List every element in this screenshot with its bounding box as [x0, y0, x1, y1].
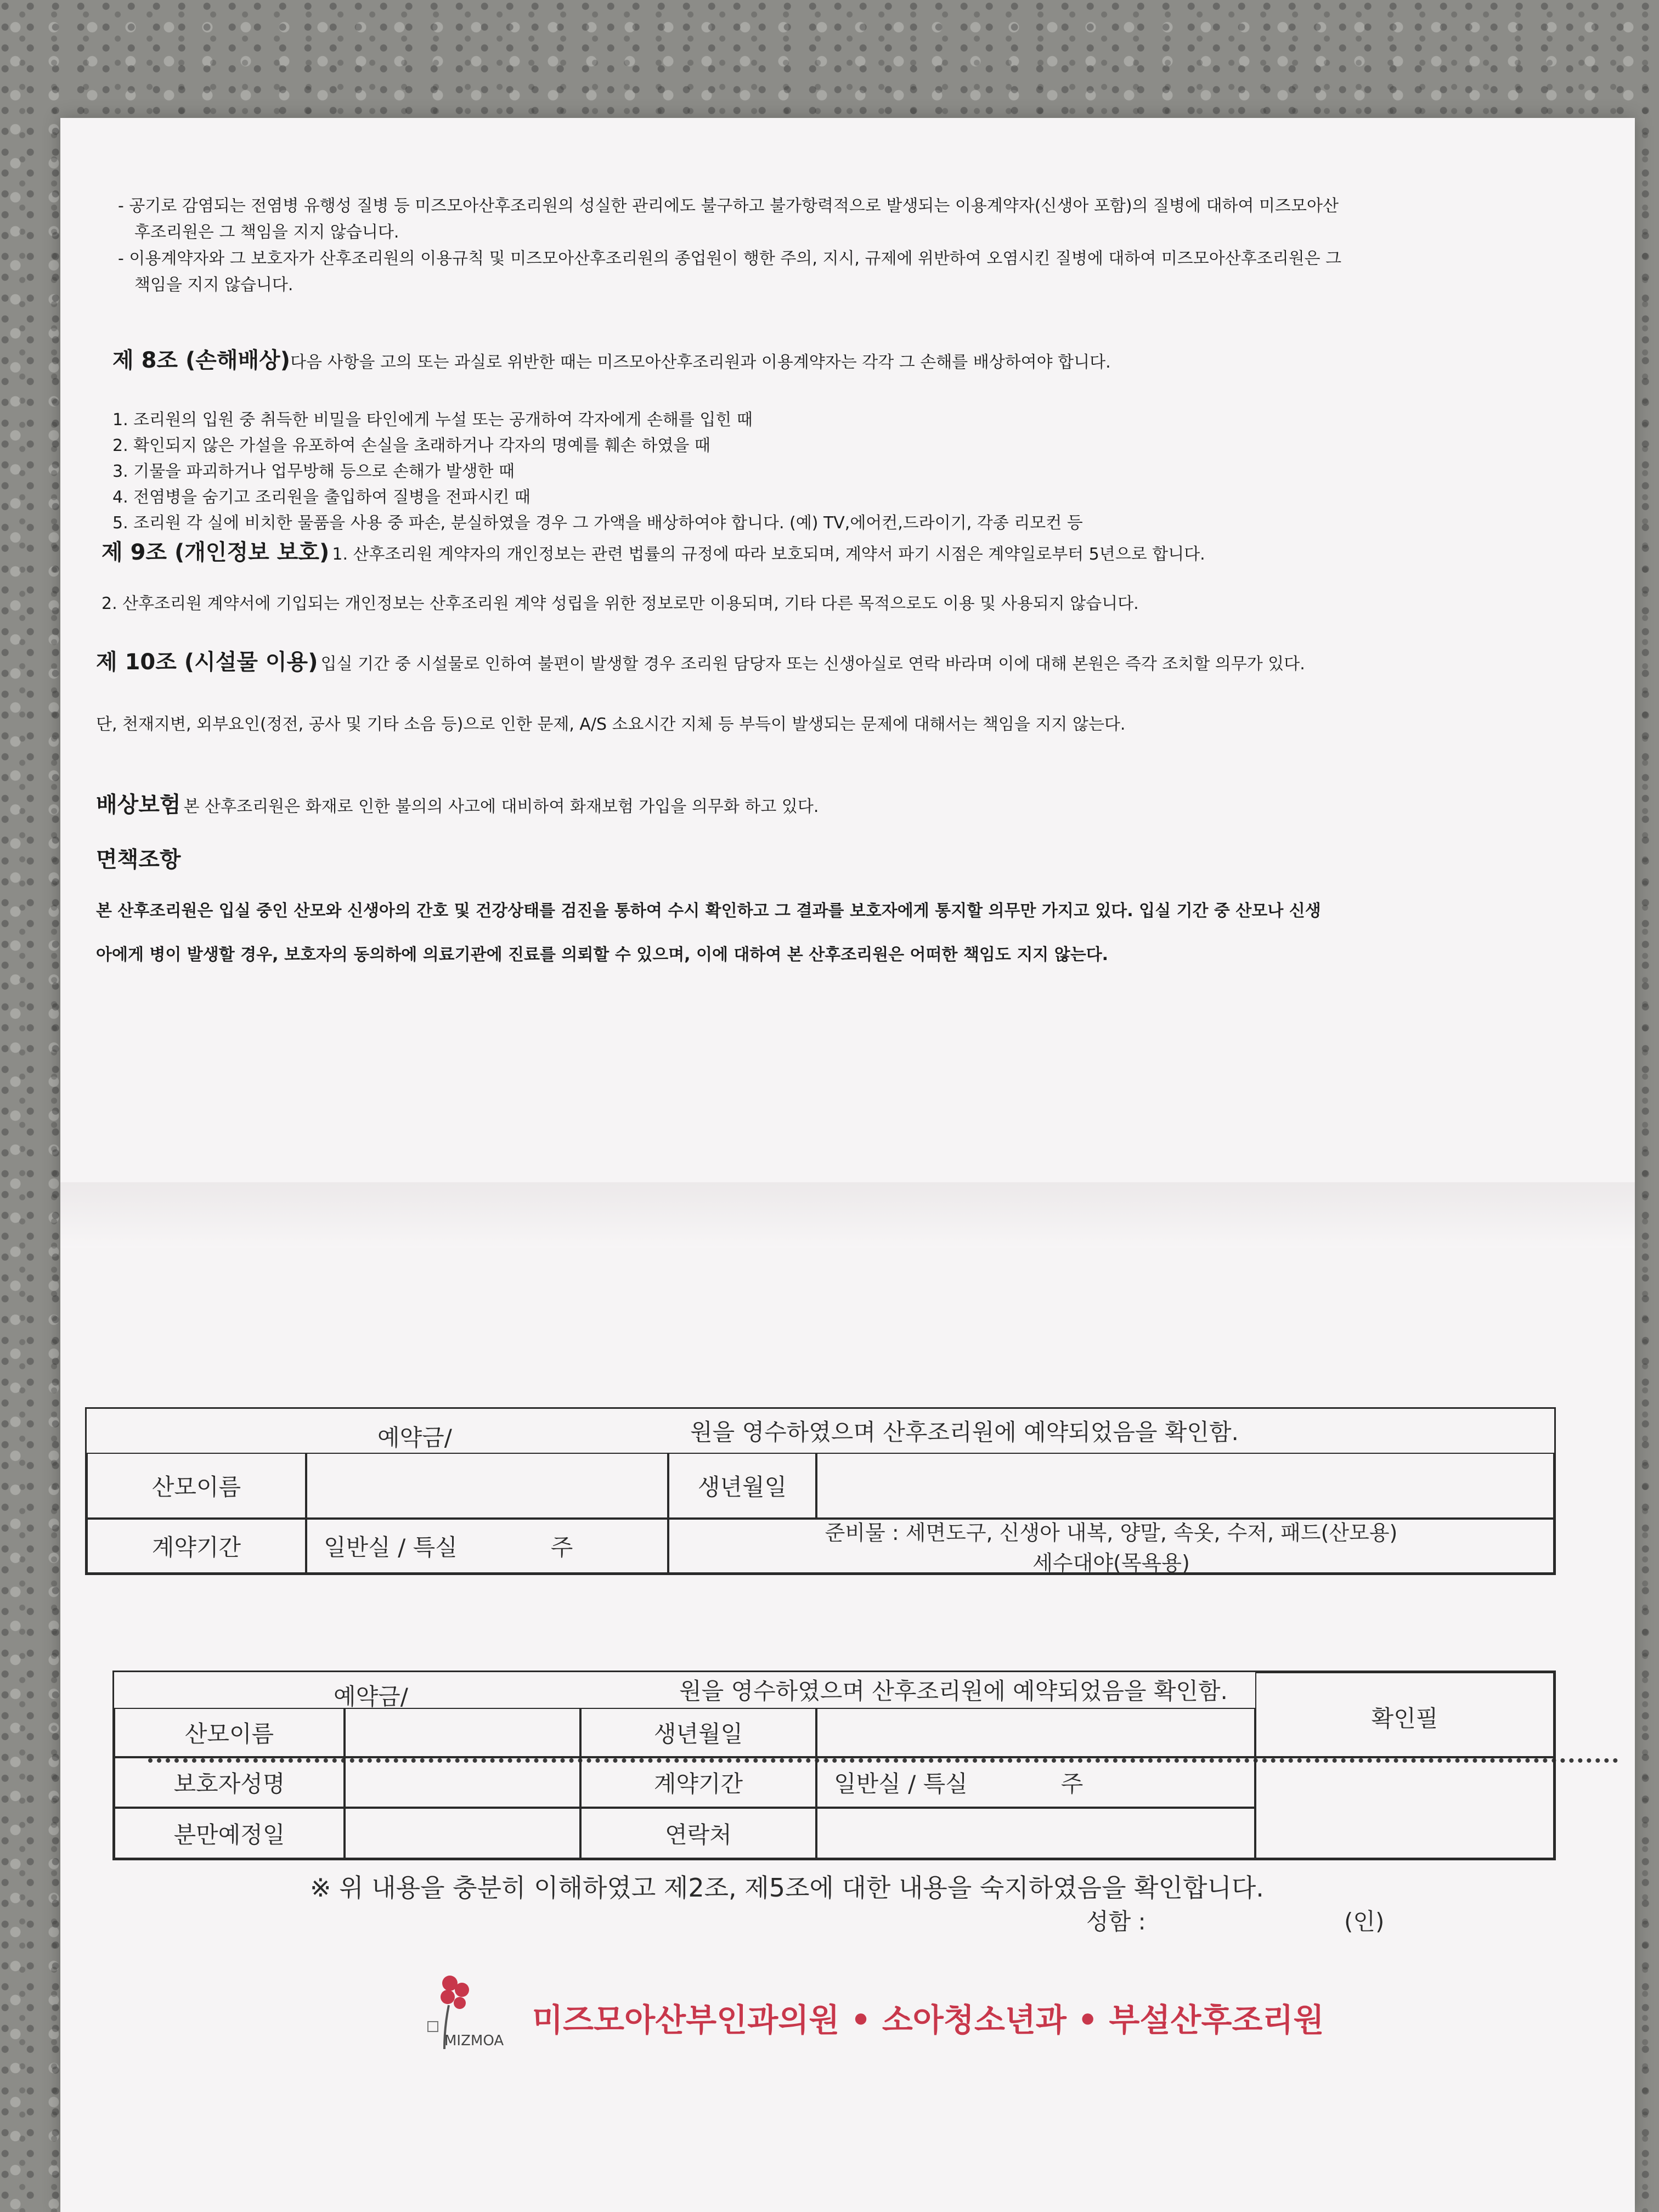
note-line-3: - 이용계약자와 그 보호자가 산후조리원의 이용규칙 및 미즈모아산후조리원의 종업원이 행한 주의, 지시, 규제에 위반하여 오염시킨 질병에 대하여 미즈모아산후조리원은 그	[118, 249, 1342, 268]
form2-contract-period-label: 계약기간	[580, 1757, 816, 1808]
article8-item-4: 4. 전염병을 숨기고 조리원을 출입하여 질병을 전파시킨 때	[112, 488, 531, 507]
article8-title: 제 8조 (손해배상)	[112, 348, 291, 373]
insurance-title: 배상보험	[96, 792, 181, 817]
form2-deposit-label: 예약금/	[334, 1683, 408, 1710]
article8-item-5: 5. 조리원 각 실에 비치한 물품을 사용 중 파손, 분실하였을 경우 그 가액을 배상하여야 합니다. (예) TV,에어컨,드라이기, 각종 리모컨 등	[112, 514, 1083, 533]
paper-fold	[60, 1182, 1635, 1248]
article8-intro: 다음 사항을 고의 또는 과실로 위반한 때는 미즈모아산후조리원과 이용계약자는 각각 그 손해를 배상하여야 합니다.	[290, 353, 1111, 372]
form2-mother-name-label: 산모이름	[114, 1708, 345, 1757]
form2-birthdate-label: 생년월일	[580, 1708, 816, 1757]
article9-title: 제 9조 (개인정보 보호)	[101, 540, 330, 565]
article8-item-3: 3. 기물을 파괴하거나 업무방해 등으로 손해가 발생한 때	[112, 462, 515, 481]
exemption-title: 면책조항	[96, 847, 181, 872]
form2-confirm-stamp-field[interactable]	[1255, 1757, 1554, 1859]
article8-item-2: 2. 확인되지 않은 가설을 유포하여 손실을 초래하거나 각자의 명예를 훼손 하였을 때	[112, 436, 710, 455]
form1-contract-period-label: 계약기간	[87, 1519, 306, 1573]
article8-heading	[112, 343, 1111, 374]
form1-deposit-text: 원을 영수하였으며 산후조리원에 예약되었음을 확인함.	[690, 1419, 1239, 1446]
form2-confirm-label: 확인필	[1255, 1672, 1554, 1757]
form1-room-type-text: 일반실 / 특실	[324, 1534, 458, 1561]
form2-week: 주	[1060, 1770, 1084, 1797]
article10-heading	[96, 645, 1305, 676]
note-line-4: 책임을 지지 않습니다.	[134, 275, 294, 295]
form2-guardian-label: 보호자성명	[114, 1757, 345, 1808]
form1-supplies	[668, 1519, 1554, 1573]
form1-birthdate-field[interactable]	[816, 1453, 1554, 1519]
form1-week: 주	[550, 1534, 573, 1561]
article10-title: 제 10조 (시설물 이용)	[96, 650, 318, 675]
form2-birthdate-field[interactable]	[816, 1708, 1255, 1757]
document-paper	[60, 118, 1635, 2212]
article8-item-1: 1. 조리원의 입원 중 취득한 비밀을 타인에게 누설 또는 공개하여 각자에게 손해를 입힌 때	[112, 410, 753, 430]
confirmation-statement: ※ 위 내용을 충분히 이해하였고 제2조, 제5조에 대한 내용을 숙지하였음을 확인합니다.	[310, 1873, 1264, 1903]
form1-mother-name-field[interactable]	[306, 1453, 668, 1519]
signature-seal: (인)	[1344, 1908, 1385, 1935]
form2-mother-name-field[interactable]	[345, 1708, 580, 1757]
insurance-text: 본 산후조리원은 화재로 인한 불의의 사고에 대비하여 화재보험 가입을 의무화 하고 있다.	[183, 797, 819, 816]
form1-birthdate-label: 생년월일	[668, 1453, 816, 1519]
logo-text: 미즈모아산부인과의원 • 소아청소년과 • 부설산후조리원	[532, 2001, 1324, 2039]
form2-due-date-label: 분만예정일	[114, 1808, 345, 1859]
form1-deposit-label: 예약금/	[377, 1424, 452, 1451]
form2-due-date-field[interactable]	[345, 1808, 580, 1859]
form2-guardian-field[interactable]	[345, 1757, 580, 1808]
reservation-form-1	[85, 1407, 1556, 1575]
form1-supplies-line1: 준비물 : 세면도구, 신생아 내복, 양말, 속옷, 수저, 패드(산모용)	[825, 1521, 1398, 1545]
form2-room-type[interactable]	[816, 1757, 1255, 1808]
form2-contact-label: 연락처	[580, 1808, 816, 1859]
form1-room-type[interactable]	[306, 1519, 668, 1573]
article9-heading	[101, 535, 1205, 566]
exemption-line1: 본 산후조리원은 입실 중인 산모와 신생아의 간호 및 건강상태를 검진을 통하여 수시 확인하고 그 결과를 보호자에게 통지할 의무만 가지고 있다. 입실 기간 중 산모나 신생	[96, 901, 1321, 921]
article10-line1: 입실 기간 중 시설물로 인하여 불편이 발생할 경우 조리원 담당자 또는 신생아실로 연락 바라며 이에 대해 본원은 즉각 조치할 의무가 있다.	[320, 654, 1305, 674]
form1-supplies-line2: 세수대야(목욕용)	[1032, 1551, 1190, 1575]
article10-line2: 단, 천재지변, 외부요인(정전, 공사 및 기타 소음 등)으로 인한 문제, A/S 소요시간 지체 등 부득이 발생되는 문제에 대해서는 책임을 지지 않는다.	[96, 715, 1126, 734]
form2-room-type-text: 일반실 / 특실	[834, 1770, 968, 1797]
form2-contact-field[interactable]	[816, 1808, 1255, 1859]
insurance-section	[96, 787, 819, 819]
signature-name-label: 성함 :	[1086, 1908, 1146, 1935]
article9-line2: 2. 산후조리원 계약서에 기입되는 개인정보는 산후조리원 계약 성립을 위한 정보로만 이용되며, 기타 다른 목적으로도 이용 및 사용되지 않습니다.	[101, 594, 1139, 613]
note-line-1: - 공기로 감염되는 전염병 유행성 질병 등 미즈모아산후조리원의 성실한 관리에도 불구하고 불가항력적으로 발생되는 이용계약자(신생아 포함)의 질병에 대하여 미즈모아산	[118, 196, 1339, 216]
form1-mother-name-label: 산모이름	[87, 1453, 306, 1519]
form2-deposit-text: 원을 영수하였으며 산후조리원에 예약되었음을 확인함.	[679, 1678, 1228, 1705]
article9-line1: 1. 산후조리원 계약자의 개인정보는 관련 법률의 규정에 따라 보호되며, 계약서 파기 시점은 계약일로부터 5년으로 합니다.	[332, 545, 1205, 564]
note-line-2: 후조리원은 그 책임을 지지 않습니다.	[134, 223, 399, 242]
exemption-line2: 아에게 병이 발생할 경우, 보호자의 동의하에 의료기관에 진료를 의뢰할 수 있으며, 이에 대하여 본 산후조리원은 어떠한 책임도 지지 않는다.	[96, 945, 1109, 964]
reservation-form-2	[112, 1671, 1556, 1860]
logo-brand: MIZMOA	[444, 2033, 504, 2049]
